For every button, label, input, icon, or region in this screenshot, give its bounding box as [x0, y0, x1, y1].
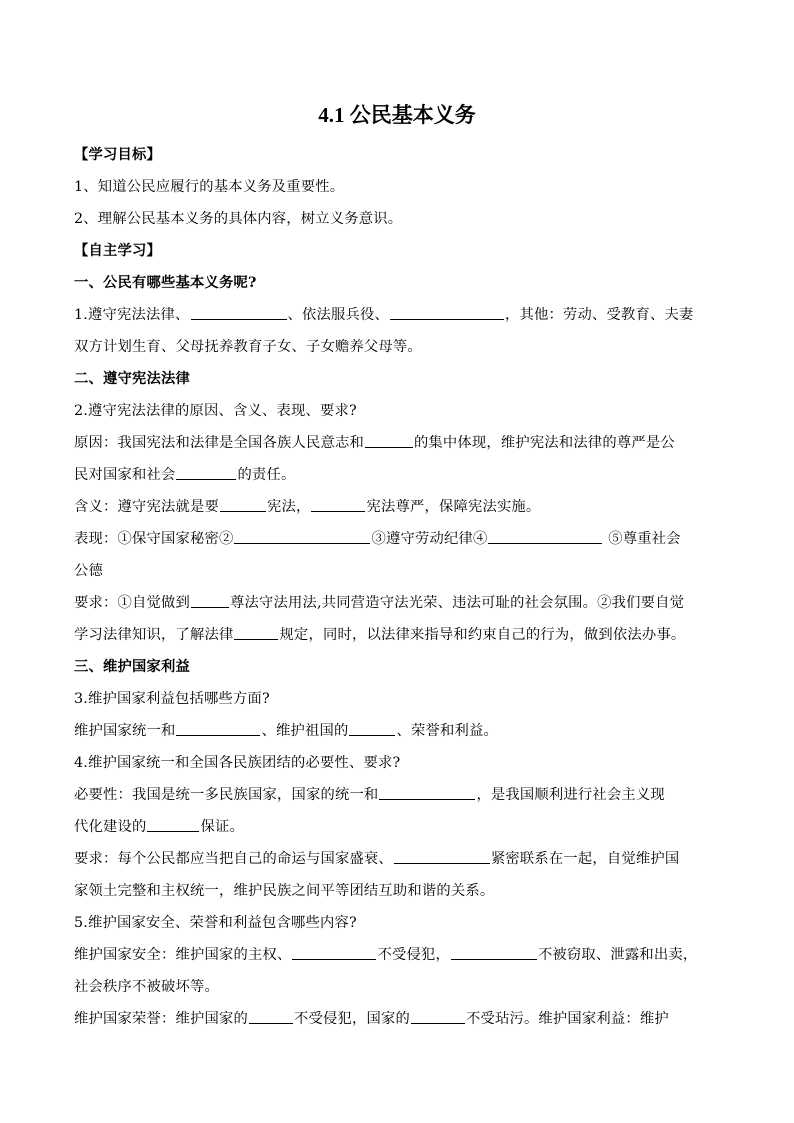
fill-in-blank[interactable] — [379, 784, 475, 800]
text-segment: ③遵守劳动纪律④ — [371, 531, 488, 547]
fill-in-blank[interactable] — [191, 592, 229, 608]
text-segment: 代化建设的 — [74, 819, 147, 835]
text-segment: 、依法服兵役、 — [287, 307, 390, 323]
text-segment: 含义：遵守宪法就是要 — [74, 499, 219, 515]
text-segment: 5.维护国家安全、荣誉和利益包含哪些内容? — [74, 915, 357, 931]
text-segment: 2.遵守宪法法律的原因、含义、表现、要求? — [74, 403, 357, 419]
text-segment: 【学习目标】 — [74, 147, 161, 163]
text-segment: 学习法律知识，了解法律 — [74, 627, 234, 643]
text-segment: 一、公民有哪些基本义务呢? — [74, 275, 257, 291]
text-segment: 三、维护国家利益 — [74, 659, 190, 675]
text-line — [74, 619, 724, 651]
text-segment: 要求：每个公民都应当把自己的命运与国家盛衰、 — [74, 851, 393, 867]
text-segment: 表现：①保守国家秘密② — [74, 531, 234, 547]
page-title: 4.1 公民基本义务 — [318, 103, 476, 127]
fill-in-blank[interactable] — [390, 304, 504, 320]
text-line — [74, 939, 724, 971]
text-segment: 原因：我国宪法和法律是全国各族人民意志和 — [74, 435, 364, 451]
fill-in-blank[interactable] — [147, 816, 199, 832]
section-heading — [74, 363, 724, 395]
fill-in-blank[interactable] — [249, 1008, 293, 1024]
text-line — [74, 203, 724, 235]
text-segment: 维护国家荣誉：维护国家的 — [74, 1011, 248, 1027]
text-segment: 社会秩序不被破坏等。 — [74, 979, 219, 995]
text-segment: 、荣誉和利益。 — [396, 723, 498, 739]
text-segment: 的集中体现，维护宪法和法律的尊严是公 — [413, 435, 675, 451]
text-segment: 不受侵犯，国家的 — [293, 1011, 410, 1027]
text-segment: 不受侵犯， — [377, 947, 450, 963]
fill-in-blank[interactable] — [311, 496, 365, 512]
section-heading — [74, 235, 724, 267]
text-line — [74, 555, 724, 587]
text-line — [74, 171, 724, 203]
text-line — [74, 491, 724, 523]
text-line — [74, 971, 724, 1003]
fill-in-blank[interactable] — [488, 528, 602, 544]
text-segment: 尊法守法用法,共同营造守法光荣、违法可耻的社会氛围。②我们要自觉 — [229, 595, 685, 611]
text-line — [74, 587, 724, 619]
text-line — [74, 843, 724, 875]
text-segment: 2、理解公民基本义务的具体内容，树立义务意识。 — [74, 211, 403, 227]
text-line — [74, 875, 724, 907]
text-segment: 4.维护国家统一和全国各民族团结的必要性、要求? — [74, 755, 401, 771]
text-segment: 3.维护国家利益包括哪些方面? — [74, 691, 270, 707]
fill-in-blank[interactable] — [292, 944, 376, 960]
text-segment: 不受玷污。维护国家利益：维护 — [465, 1011, 669, 1027]
text-line — [74, 683, 724, 715]
fill-in-blank[interactable] — [349, 720, 395, 736]
text-segment: 家领土完整和主权统一，维护民族之间平等团结互助和谐的关系。 — [74, 883, 495, 899]
text-segment: ，其他：劳动、受教育、夫妻 — [505, 307, 694, 323]
fill-in-blank[interactable] — [365, 432, 413, 448]
fill-in-blank[interactable] — [234, 624, 278, 640]
document-body — [74, 139, 724, 1035]
section-heading — [74, 139, 724, 171]
text-line — [74, 427, 724, 459]
text-line — [74, 811, 724, 843]
fill-in-blank[interactable] — [220, 496, 266, 512]
text-segment: 不被窃取、泄露和出卖， — [537, 947, 698, 963]
text-segment: 1.遵守宪法法律、 — [74, 307, 190, 323]
text-line — [74, 779, 724, 811]
text-segment: ，是我国顺利进行社会主义现 — [476, 787, 665, 803]
fill-in-blank[interactable] — [176, 720, 260, 736]
text-segment: 宪法， — [266, 499, 311, 515]
text-segment: 1、知道公民应履行的基本义务及重要性。 — [74, 179, 345, 195]
text-segment: 民对国家和社会 — [74, 467, 176, 483]
text-line — [74, 907, 724, 939]
text-segment: 【自主学习】 — [74, 243, 161, 259]
text-segment: 、维护祖国的 — [261, 723, 349, 739]
fill-in-blank[interactable] — [451, 944, 537, 960]
fill-in-blank[interactable] — [234, 528, 370, 544]
text-segment: 二、遵守宪法法律 — [74, 371, 190, 387]
section-heading — [74, 651, 724, 683]
text-segment: 维护国家安全：维护国家的主权、 — [74, 947, 292, 963]
text-line — [74, 747, 724, 779]
text-line — [74, 523, 724, 555]
text-line — [74, 331, 724, 363]
text-segment: 保证。 — [200, 819, 244, 835]
fill-in-blank[interactable] — [394, 848, 490, 864]
text-segment: 双方计划生育、父母抚养教育子女、子女赡养父母等。 — [74, 339, 422, 355]
fill-in-blank[interactable] — [176, 464, 236, 480]
text-segment: 紧密联系在一起，自觉维护国 — [490, 851, 680, 867]
fill-in-blank[interactable] — [411, 1008, 465, 1024]
fill-in-blank[interactable] — [191, 304, 287, 320]
text-line — [74, 1003, 724, 1035]
text-segment: 的责任。 — [237, 467, 296, 483]
text-segment: ⑤尊重社会 — [603, 531, 681, 547]
text-line — [74, 395, 724, 427]
section-heading — [74, 267, 724, 299]
text-segment: 要求：①自觉做到 — [74, 595, 190, 611]
text-segment: 宪法尊严，保障宪法实施。 — [366, 499, 541, 515]
text-line — [74, 715, 724, 747]
text-segment: 必要性：我国是统一多民族国家，国家的统一和 — [74, 787, 379, 803]
text-segment: 规定，同时，以法律来指导和约束自己的行为，做到依法办事。 — [279, 627, 686, 643]
text-segment: 公德 — [74, 563, 103, 579]
text-line — [74, 299, 724, 331]
text-line — [74, 459, 724, 491]
text-segment: 维护国家统一和 — [74, 723, 176, 739]
